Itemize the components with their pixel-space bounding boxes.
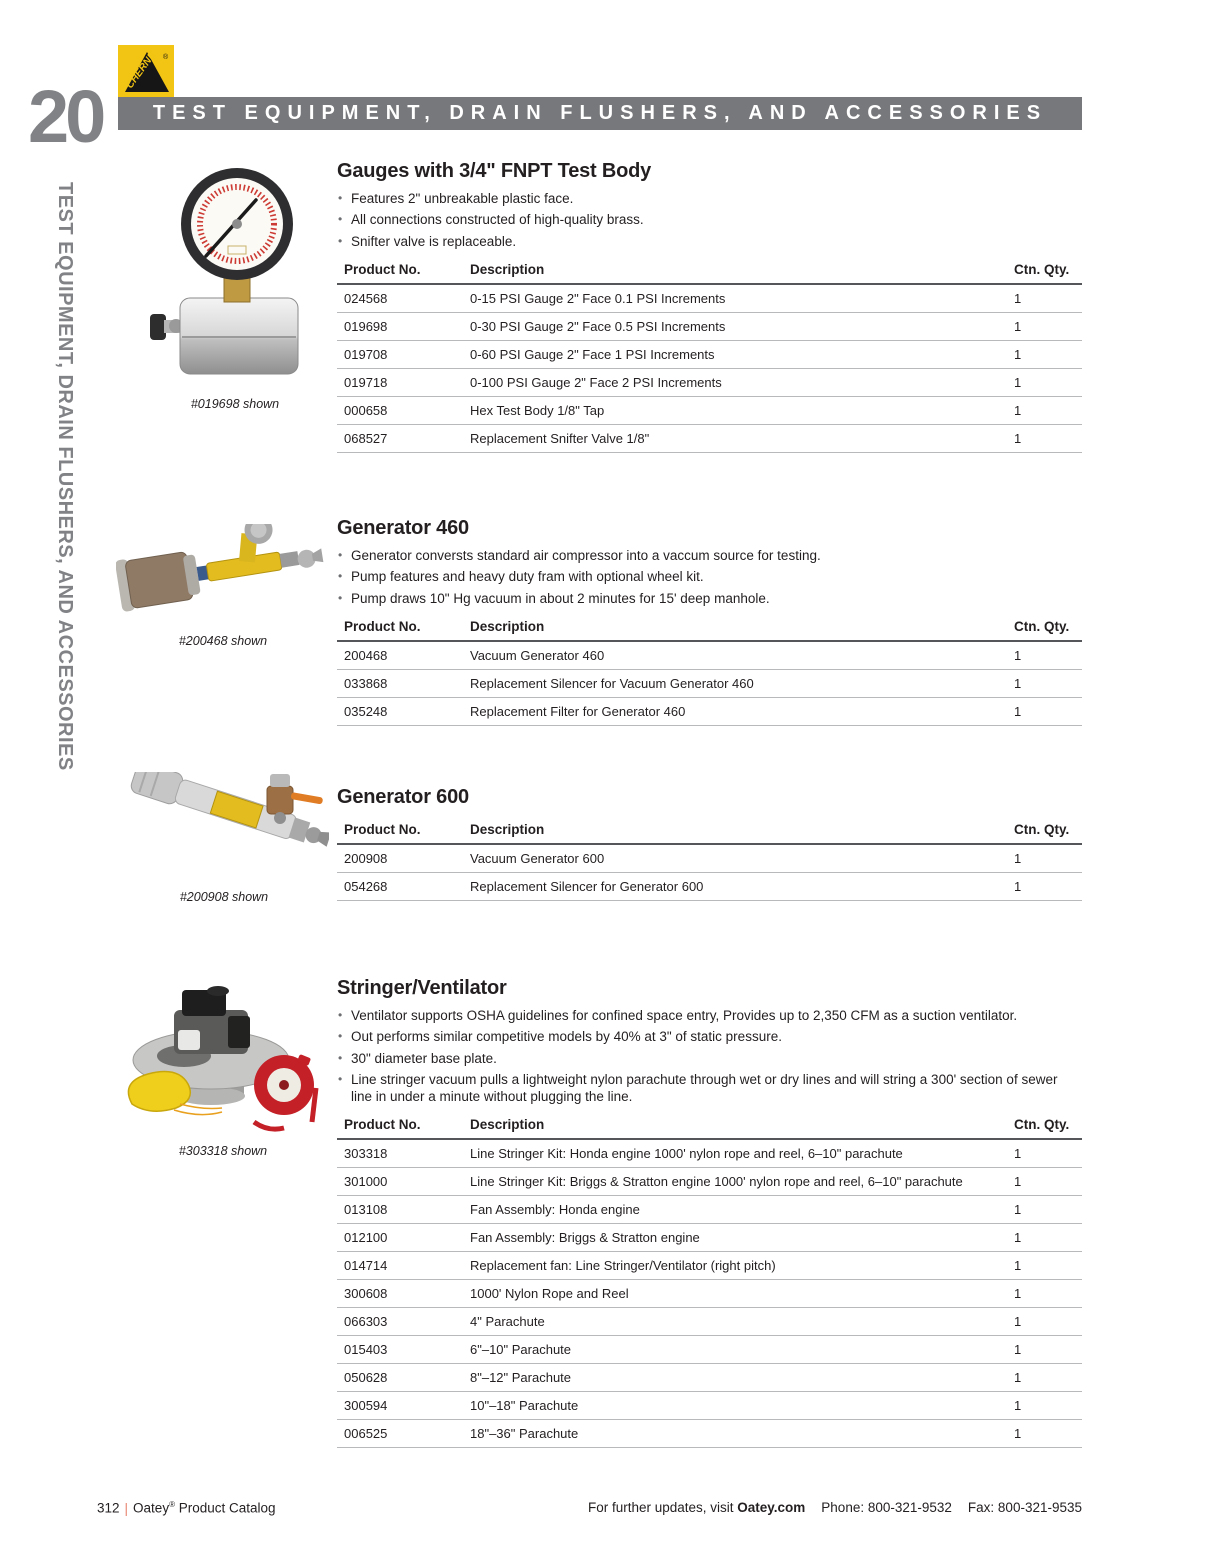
cell-qty: 1 [1014, 1392, 1082, 1420]
cell-description: Fan Assembly: Honda engine [470, 1196, 1014, 1224]
cell-qty: 1 [1014, 284, 1082, 313]
cell-product_no: 012100 [337, 1224, 470, 1252]
cell-description: Replacement Snifter Valve 1/8" [470, 425, 1014, 453]
updates-text: For further updates, visit [587, 1500, 738, 1515]
cherne-logo [118, 45, 174, 101]
cherne-logo-text: CHERNE [124, 50, 159, 91]
cell-description: 0-60 PSI Gauge 2" Face 1 PSI Increments [470, 341, 1014, 369]
fax-number: Fax: 800-321-9535 [967, 1500, 1082, 1515]
table-row [337, 670, 1082, 698]
product-table [337, 1114, 1082, 1448]
cell-qty: 1 [1014, 1168, 1082, 1196]
cell-product_no: 035248 [337, 698, 470, 726]
column-header-ctn-qty: Ctn. Qty. [1014, 819, 1082, 844]
table-row [337, 397, 1082, 425]
catalog-brand: Oatey [133, 1500, 170, 1516]
cell-product_no: 019718 [337, 369, 470, 397]
page-number: 312 [97, 1500, 120, 1516]
table-row [337, 369, 1082, 397]
cell-qty: 1 [1014, 1420, 1082, 1448]
table-row [337, 425, 1082, 453]
product-table [337, 819, 1082, 901]
bullet-item: • Generator conversts standard air compressor into a vaccum source for testing. [337, 548, 1082, 564]
cell-description: Replacement Silencer for Vacuum Generator 460 [470, 670, 1014, 698]
column-header-ctn-qty: Ctn. Qty. [1014, 259, 1082, 284]
table-row [337, 1336, 1082, 1364]
cell-qty: 1 [1014, 397, 1082, 425]
phone-number: Phone: 800-321-9532 [821, 1500, 952, 1515]
table-row [337, 1308, 1082, 1336]
table-row [337, 1168, 1082, 1196]
page-header-bar: TEST EQUIPMENT, DRAIN FLUSHERS, AND ACCESSORIES [118, 97, 1082, 130]
feature-bullet-list [337, 548, 1082, 607]
column-header-product-no: Product No. [337, 616, 470, 641]
table-row [337, 698, 1082, 726]
cell-product_no: 006525 [337, 1420, 470, 1448]
stringer-ventilator-product-photo [116, 982, 330, 1134]
feature-bullet-list [337, 1008, 1082, 1105]
cell-qty: 1 [1014, 1252, 1082, 1280]
cell-product_no: 054268 [337, 873, 470, 901]
cell-product_no: 300608 [337, 1280, 470, 1308]
column-header-product-no: Product No. [337, 1114, 470, 1139]
section-generator-460 [337, 517, 1082, 726]
sidebar-vertical-title: TEST EQUIPMENT, DRAIN FLUSHERS, AND ACCESSORIES [54, 182, 76, 771]
bullet-item: • All connections constructed of high-quality brass. [337, 212, 1082, 228]
cell-qty: 1 [1014, 341, 1082, 369]
table-header-row [337, 616, 1082, 641]
bullet-item: • Features 2" unbreakable plastic face. [337, 191, 1082, 207]
cell-qty: 1 [1014, 670, 1082, 698]
cell-description: 10"–18" Parachute [470, 1392, 1014, 1420]
table-row [337, 1364, 1082, 1392]
column-header-description: Description [470, 616, 1014, 641]
column-header-ctn-qty: Ctn. Qty. [1014, 1114, 1082, 1139]
cell-description: Line Stringer Kit: Honda engine 1000' nylon rope and reel, 6–10" parachute [470, 1139, 1014, 1168]
catalog-reg-mark: ® [169, 1500, 175, 1509]
figure-stringer-ventilator [116, 982, 330, 1158]
table-row [337, 1420, 1082, 1448]
cell-product_no: 200468 [337, 641, 470, 670]
cell-description: 8"–12" Parachute [470, 1364, 1014, 1392]
cell-qty: 1 [1014, 1308, 1082, 1336]
cell-description: 18"–36" Parachute [470, 1420, 1014, 1448]
cell-description: 0-15 PSI Gauge 2" Face 0.1 PSI Increments [470, 284, 1014, 313]
cell-description: Replacement Filter for Generator 460 [470, 698, 1014, 726]
cell-product_no: 024568 [337, 284, 470, 313]
table-row [337, 1139, 1082, 1168]
cell-description: 1000' Nylon Rope and Reel [470, 1280, 1014, 1308]
figure-caption: #200908 shown [179, 890, 269, 904]
cell-description: Hex Test Body 1/8" Tap [470, 397, 1014, 425]
section-gauges [337, 160, 1082, 453]
table-header-row [337, 1114, 1082, 1139]
bullet-item: • Pump draws 10" Hg vacuum in about 2 minutes for 15' deep manhole. [337, 591, 1082, 607]
table-row [337, 1252, 1082, 1280]
catalog-name: Product Catalog [174, 1500, 276, 1516]
cell-qty: 1 [1014, 1139, 1082, 1168]
cell-product_no: 019698 [337, 313, 470, 341]
cell-qty: 1 [1014, 425, 1082, 453]
product-table [337, 616, 1082, 726]
figure-caption: #303318 shown [178, 1144, 268, 1158]
column-header-product-no: Product No. [337, 259, 470, 284]
cell-product_no: 303318 [337, 1139, 470, 1168]
bullet-item: • Pump features and heavy duty fram with optional wheel kit. [337, 569, 1082, 585]
cell-description: Vacuum Generator 600 [470, 844, 1014, 873]
footer-separator: | [124, 1500, 129, 1516]
column-header-product-no: Product No. [337, 819, 470, 844]
cell-product_no: 000658 [337, 397, 470, 425]
bullet-item: • Out performs similar competitive models by 40% at 3" of static pressure. [337, 1029, 1082, 1045]
vacuum-generator-460-product-photo [116, 524, 330, 624]
cell-qty: 1 [1014, 844, 1082, 873]
footer-contact-info [588, 1500, 1082, 1515]
cell-description: 0-100 PSI Gauge 2" Face 2 PSI Increments [470, 369, 1014, 397]
cell-product_no: 050628 [337, 1364, 470, 1392]
cell-qty: 1 [1014, 698, 1082, 726]
bullet-item: • Snifter valve is replaceable. [337, 234, 1082, 250]
section-title: Stringer/Ventilator [337, 977, 507, 999]
vacuum-generator-600-product-photo [119, 772, 329, 880]
cell-qty: 1 [1014, 1280, 1082, 1308]
table-row [337, 313, 1082, 341]
table-row [337, 873, 1082, 901]
table-row [337, 1392, 1082, 1420]
cell-product_no: 066303 [337, 1308, 470, 1336]
cell-product_no: 300594 [337, 1392, 470, 1420]
column-header-description: Description [470, 1114, 1014, 1139]
cell-description: Vacuum Generator 460 [470, 641, 1014, 670]
table-row [337, 341, 1082, 369]
footer-page-info [97, 1500, 276, 1516]
table-row [337, 284, 1082, 313]
table-row [337, 844, 1082, 873]
cherne-logo-reg-mark: ® [163, 54, 169, 61]
cell-qty: 1 [1014, 313, 1082, 341]
section-generator-600 [337, 786, 1082, 901]
website-link: Oatey.com [737, 1500, 806, 1515]
cell-qty: 1 [1014, 1224, 1082, 1252]
table-row [337, 641, 1082, 670]
cell-description: 6"–10" Parachute [470, 1336, 1014, 1364]
feature-bullet-list [337, 191, 1082, 250]
figure-generator-460 [116, 524, 330, 648]
bullet-item: • Line stringer vacuum pulls a lightweight nylon parachute through wet or dry lines and will string a 300' section of sewer line in under a minute without plugging the line. [337, 1072, 1082, 1105]
bullet-item: • Ventilator supports OSHA guidelines for confined space entry, Provides up to 2,350 CFM as a suction ventilator. [337, 1008, 1082, 1024]
chapter-number: 20 [28, 75, 103, 158]
cell-product_no: 015403 [337, 1336, 470, 1364]
column-header-description: Description [470, 259, 1014, 284]
cell-description: 4" Parachute [470, 1308, 1014, 1336]
figure-generator-600 [118, 772, 330, 904]
cell-description: Line Stringer Kit: Briggs & Stratton engine 1000' nylon rope and reel, 6–10" parachute [470, 1168, 1014, 1196]
column-header-ctn-qty: Ctn. Qty. [1014, 616, 1082, 641]
bullet-item: • 30" diameter base plate. [337, 1051, 1082, 1067]
cell-product_no: 014714 [337, 1252, 470, 1280]
section-title: Generator 600 [337, 786, 469, 808]
product-table [337, 259, 1082, 453]
cell-product_no: 200908 [337, 844, 470, 873]
cell-product_no: 019708 [337, 341, 470, 369]
figure-caption: #019698 shown [190, 397, 280, 411]
cell-product_no: 013108 [337, 1196, 470, 1224]
cherne-logo-icon [118, 45, 174, 101]
section-stringer-ventilator [337, 977, 1082, 1448]
table-header-row [337, 819, 1082, 844]
column-header-description: Description [470, 819, 1014, 844]
section-title: Gauges with 3/4" FNPT Test Body [337, 160, 652, 182]
cell-description: Replacement fan: Line Stringer/Ventilator (right pitch) [470, 1252, 1014, 1280]
cell-description: 0-30 PSI Gauge 2" Face 0.5 PSI Increments [470, 313, 1014, 341]
cell-qty: 1 [1014, 1364, 1082, 1392]
cell-qty: 1 [1014, 1196, 1082, 1224]
table-header-row [337, 259, 1082, 284]
cell-qty: 1 [1014, 369, 1082, 397]
cell-description: Replacement Silencer for Generator 600 [470, 873, 1014, 901]
table-row [337, 1196, 1082, 1224]
table-row [337, 1280, 1082, 1308]
table-row [337, 1224, 1082, 1252]
cell-qty: 1 [1014, 641, 1082, 670]
cell-product_no: 301000 [337, 1168, 470, 1196]
section-title: Generator 460 [337, 517, 469, 539]
cell-description: Fan Assembly: Briggs & Stratton engine [470, 1224, 1014, 1252]
cell-qty: 1 [1014, 1336, 1082, 1364]
figure-gauge [140, 162, 330, 411]
pressure-gauge-product-photo [150, 162, 320, 387]
cell-qty: 1 [1014, 873, 1082, 901]
cell-product_no: 033868 [337, 670, 470, 698]
figure-caption: #200468 shown [178, 634, 268, 648]
cell-product_no: 068527 [337, 425, 470, 453]
